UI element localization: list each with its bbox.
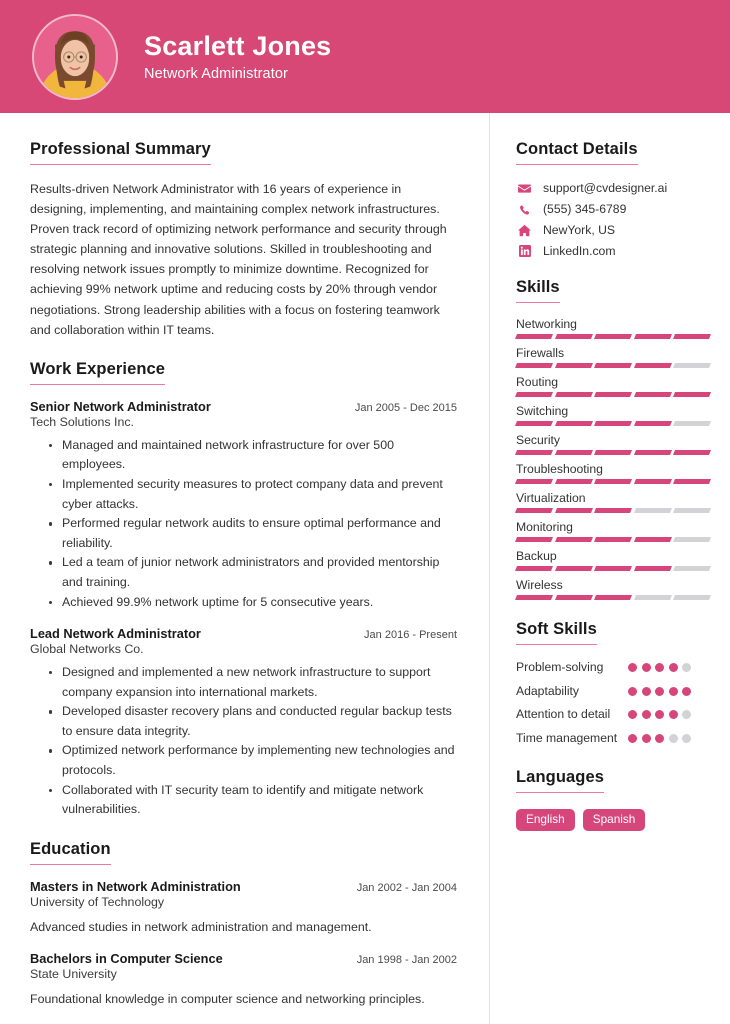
skill-segment <box>555 334 593 339</box>
section-heading-summary: Professional Summary <box>30 140 211 165</box>
skills-list <box>516 317 710 600</box>
experience-date-range: Jan 2016 - Present <box>364 629 457 642</box>
soft-skill-row <box>516 730 710 748</box>
soft-skill-label: Attention to detail <box>516 707 611 722</box>
skill-segment <box>673 595 711 600</box>
section-education <box>30 840 457 1010</box>
skill-row <box>516 433 710 455</box>
education-institution: State University <box>30 966 117 981</box>
summary-text: Results-driven Network Administrator with 16 years of experience in designing, implementing, and maintaining complex network infrastructures. Proven track record of optimizing network performance and security through strategic planning and innovative solutions. Skilled in troubleshooting and resolving network issues promptly to minimize downtime. Recognized for achieving 99% network uptime and reducing costs by 20% through vendor negotiations. Strong leadership abilities with a focus on fostering teamwork and collaboration within IT teams. <box>30 182 447 337</box>
soft-skill-rating <box>628 730 691 743</box>
candidate-name: Scarlett Jones <box>144 31 332 62</box>
education-institution: University of Technology <box>30 894 165 909</box>
experience-bullet: Optimized network performance by implementing new technologies and protocols. <box>49 741 457 780</box>
section-contact-details <box>516 140 710 258</box>
education-date-range: Jan 1998 - Jan 2002 <box>356 953 457 966</box>
experience-bullet: Implemented security measures to protect company data and prevent cyber attacks. <box>49 475 457 514</box>
contact-value: NewYork, US <box>543 223 616 237</box>
skill-segment <box>515 363 553 368</box>
soft-skill-row <box>516 683 710 701</box>
skill-level-bar <box>516 508 710 513</box>
section-languages <box>516 768 710 832</box>
contact-row[interactable] <box>516 244 710 258</box>
soft-skill-label: Problem-solving <box>516 660 604 674</box>
skill-row <box>516 578 710 600</box>
skill-segment <box>634 363 672 368</box>
skill-segment <box>673 363 711 368</box>
skill-label: Networking <box>516 317 577 331</box>
section-professional-summary <box>30 140 457 340</box>
skill-segment <box>515 392 553 397</box>
experience-company: Tech Solutions Inc. <box>30 414 135 429</box>
education-date-range: Jan 2002 - Jan 2004 <box>356 881 457 894</box>
skill-level-bar <box>516 479 710 484</box>
candidate-job-title: Network Administrator <box>144 65 288 82</box>
skill-row <box>516 375 710 397</box>
experience-bullet-list <box>30 663 457 820</box>
contact-value: support@cvdesigner.ai <box>543 181 668 195</box>
soft-skill-rating <box>628 706 691 719</box>
skill-row <box>516 462 710 484</box>
soft-skill-dot <box>682 710 691 719</box>
skill-level-bar <box>516 450 710 455</box>
skill-row <box>516 520 710 542</box>
education-description: Advanced studies in network administration and management. <box>30 919 372 934</box>
contact-row[interactable] <box>516 181 710 195</box>
education-degree: Bachelors in Computer Science <box>30 950 223 966</box>
skill-segment <box>634 392 672 397</box>
phone-icon <box>516 203 533 216</box>
soft-skill-row <box>516 659 710 677</box>
skill-row <box>516 549 710 571</box>
skill-segment <box>634 566 672 571</box>
section-heading-languages: Languages <box>516 768 604 793</box>
skill-level-bar <box>516 421 710 426</box>
experience-list <box>30 399 457 820</box>
skill-segment <box>594 334 632 339</box>
envelope-icon <box>516 182 533 195</box>
experience-job-title: Lead Network Administrator <box>30 626 201 642</box>
skill-label: Wireless <box>516 578 563 592</box>
skill-label: Backup <box>516 549 557 563</box>
experience-entry-header <box>30 626 457 641</box>
contact-value: (555) 345-6789 <box>543 202 627 216</box>
contact-list <box>516 181 710 258</box>
skill-level-bar <box>516 566 710 571</box>
skill-segment <box>634 450 672 455</box>
skill-segment <box>555 595 593 600</box>
education-description: Foundational knowledge in computer science and networking principles. <box>30 991 425 1006</box>
skill-segment <box>515 450 553 455</box>
experience-bullet-list <box>30 436 457 612</box>
skill-label: Troubleshooting <box>516 462 603 476</box>
avatar <box>32 14 118 100</box>
skill-segment <box>555 421 593 426</box>
language-chip[interactable]: Spanish <box>583 809 646 832</box>
skill-level-bar <box>516 392 710 397</box>
skill-segment <box>555 566 593 571</box>
skill-row <box>516 346 710 368</box>
soft-skill-dot <box>655 687 664 696</box>
skill-segment <box>594 479 632 484</box>
skill-label: Firewalls <box>516 346 565 360</box>
skill-segment <box>555 537 593 542</box>
contact-row[interactable] <box>516 223 710 237</box>
soft-skill-dot <box>655 734 664 743</box>
skill-segment <box>594 595 632 600</box>
resume-body <box>0 113 730 1024</box>
section-soft-skills <box>516 620 710 748</box>
skill-segment <box>673 479 711 484</box>
experience-entry <box>30 626 457 820</box>
experience-bullet: Designed and implemented a new network infrastructure to support company expansion into international markets. <box>49 663 457 702</box>
language-chip[interactable]: English <box>516 809 575 832</box>
skill-segment <box>515 421 553 426</box>
education-entry <box>30 951 457 1010</box>
skill-segment <box>555 479 593 484</box>
skill-level-bar <box>516 595 710 600</box>
experience-bullet: Led a team of junior network administrators and provided mentorship and training. <box>49 553 457 592</box>
skill-segment <box>594 363 632 368</box>
education-entry <box>30 879 457 938</box>
soft-skill-dot <box>682 687 691 696</box>
skill-row <box>516 317 710 339</box>
soft-skill-dot <box>655 663 664 672</box>
skill-segment <box>555 363 593 368</box>
experience-bullet: Managed and maintained network infrastructure for over 500 employees. <box>49 436 457 475</box>
skill-segment <box>594 450 632 455</box>
skill-segment <box>515 595 553 600</box>
skill-label: Routing <box>516 375 559 389</box>
education-entry-header <box>30 951 457 966</box>
skill-label: Virtualization <box>516 491 586 505</box>
experience-bullet: Achieved 99.9% network uptime for 5 consecutive years. <box>49 593 457 613</box>
experience-bullet: Developed disaster recovery plans and conducted regular backup tests to ensure data integrity. <box>49 702 457 741</box>
skill-segment <box>555 450 593 455</box>
soft-skill-dot <box>682 663 691 672</box>
contact-value: LinkedIn.com <box>543 244 616 258</box>
section-heading-contact: Contact Details <box>516 140 638 165</box>
soft-skill-dot <box>628 710 637 719</box>
experience-company: Global Networks Co. <box>30 642 144 657</box>
section-heading-soft-skills: Soft Skills <box>516 620 597 645</box>
soft-skill-rating <box>628 659 691 672</box>
skill-row <box>516 491 710 513</box>
soft-skill-dot <box>669 663 678 672</box>
skill-segment <box>673 508 711 513</box>
section-heading-skills: Skills <box>516 278 560 303</box>
skill-segment <box>673 392 711 397</box>
soft-skill-dot <box>655 710 664 719</box>
skill-segment <box>634 421 672 426</box>
soft-skill-label: Adaptability <box>516 683 580 698</box>
skill-segment <box>594 537 632 542</box>
skill-segment <box>673 334 711 339</box>
skill-segment <box>515 537 553 542</box>
skill-segment <box>594 392 632 397</box>
soft-skill-row <box>516 706 710 724</box>
section-skills <box>516 278 710 600</box>
soft-skill-dot <box>642 710 651 719</box>
right-column <box>490 113 730 1024</box>
skill-segment <box>634 508 672 513</box>
contact-row[interactable] <box>516 202 710 216</box>
soft-skill-dot <box>669 734 678 743</box>
skill-label: Switching <box>516 404 569 418</box>
skill-segment <box>555 508 593 513</box>
skill-level-bar <box>516 537 710 542</box>
soft-skill-dot <box>669 687 678 696</box>
skill-segment <box>673 566 711 571</box>
skill-segment <box>515 566 553 571</box>
soft-skill-dot <box>642 687 651 696</box>
skill-segment <box>673 421 711 426</box>
skill-segment <box>515 479 553 484</box>
skill-segment <box>594 566 632 571</box>
header-text-group <box>144 31 331 81</box>
soft-skill-dot <box>628 734 637 743</box>
experience-job-title: Senior Network Administrator <box>30 398 211 414</box>
soft-skill-dot <box>642 663 651 672</box>
skill-segment <box>673 537 711 542</box>
skill-segment <box>555 392 593 397</box>
linkedin-icon <box>516 245 533 257</box>
education-degree: Masters in Network Administration <box>30 878 241 894</box>
skill-segment <box>594 508 632 513</box>
section-heading-education: Education <box>30 840 111 865</box>
soft-skill-dot <box>682 734 691 743</box>
soft-skill-dot <box>642 734 651 743</box>
skill-level-bar <box>516 334 710 339</box>
education-list <box>30 879 457 1010</box>
soft-skill-dot <box>628 687 637 696</box>
home-icon <box>516 224 533 237</box>
languages-list <box>516 809 710 832</box>
education-entry-header <box>30 879 457 894</box>
experience-bullet: Collaborated with IT security team to identify and mitigate network vulnerabilities. <box>49 781 457 820</box>
skill-label: Security <box>516 433 561 447</box>
experience-bullet: Performed regular network audits to ensure optimal performance and reliability. <box>49 514 457 553</box>
soft-skill-dot <box>628 663 637 672</box>
soft-skill-label: Time management <box>516 731 618 746</box>
experience-entry-header <box>30 399 457 414</box>
soft-skills-list <box>516 659 710 748</box>
experience-date-range: Jan 2005 - Dec 2015 <box>354 401 457 414</box>
skill-segment <box>634 595 672 600</box>
skill-segment <box>594 421 632 426</box>
skill-level-bar <box>516 363 710 368</box>
portrait-photo-icon <box>34 16 116 98</box>
section-heading-experience: Work Experience <box>30 360 165 385</box>
left-column <box>0 113 489 1024</box>
skill-segment <box>634 479 672 484</box>
skill-segment <box>515 334 553 339</box>
skill-segment <box>634 537 672 542</box>
experience-entry <box>30 399 457 612</box>
section-work-experience <box>30 360 457 820</box>
soft-skill-dot <box>669 710 678 719</box>
resume-header <box>0 0 730 113</box>
skill-segment <box>515 508 553 513</box>
skill-label: Monitoring <box>516 520 573 534</box>
skill-segment <box>673 450 711 455</box>
soft-skill-rating <box>628 683 691 696</box>
skill-row <box>516 404 710 426</box>
skill-segment <box>634 334 672 339</box>
